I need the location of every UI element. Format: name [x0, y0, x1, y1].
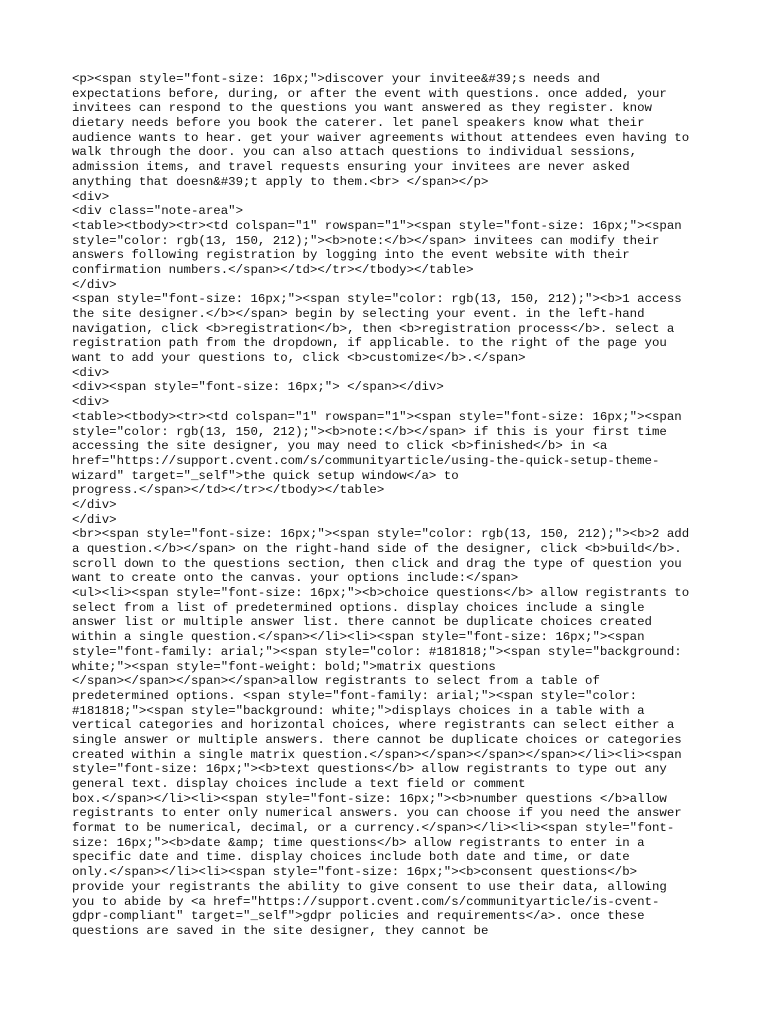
text-line: <p><span style="font-size: 16px;">discover your invitee&#39;s needs and: [72, 72, 600, 86]
text-line: <table><tbody><tr><td colspan="1" rowspan="1"><span style="font-size: 16px;"><span: [72, 218, 682, 233]
text-line: style="color: rgb(13, 150, 212);"><b>note:</b></span> invitees can modify their: [72, 233, 660, 248]
text-line: answers following registration by logging into the event website with their: [72, 248, 630, 263]
text-line: progress.</span></td></tr></tbody></table>: [72, 483, 385, 498]
text-line: white;"><span style="font-weight: bold;">matrix questions: [72, 659, 496, 674]
text-line: select from a list of predetermined options. display choices include a single: [72, 600, 645, 615]
text-line: predetermined options. <span style="font-family: arial;"><span style="color:: [72, 688, 638, 703]
text-line: <br><span style="font-size: 16px;"><span style="color: rgb(13, 150, 212);"><b>2 add: [72, 527, 690, 542]
text-line: confirmation numbers.</span></td></tr></tbody></table>: [72, 262, 474, 277]
text-line: questions are saved in the site designer, they cannot be: [72, 923, 489, 938]
text-line: registrants to enter only numerical answers. you can choose if you need the answer: [72, 806, 682, 821]
text-line: specific date and time. display choices include both date and time, or date: [72, 850, 630, 865]
text-line: a question.</b></span> on the right-hand side of the designer, click <b>build</b>.: [72, 542, 682, 556]
text-line: created within a single matrix question.</span></span></span></span></li><li><span: [72, 747, 682, 762]
text-line: </div>: [72, 277, 117, 292]
text-line: single answer or multiple answers. there cannot be duplicate choices or categories: [72, 732, 682, 747]
text-line: the site designer.</b></span> begin by selecting your event. in the left-hand: [72, 307, 645, 321]
text-line: within a single question.</span></li><li><span style="font-size: 16px;"><span: [72, 630, 645, 645]
text-line: #181818;"><span style="background: white;">displays choices in a table with a: [72, 703, 645, 718]
text-line: <table><tbody><tr><td colspan="1" rowspan="1"><span style="font-size: 16px;"><span: [72, 409, 682, 424]
text-line: expectations before, during, or after the event with questions. once added, your: [72, 86, 667, 101]
text-line: box.</span></li><li><span style="font-size: 16px;"><b>number questions </b>allow: [72, 791, 667, 806]
text-line: anything that doesn&#39;t apply to them.<br> </span></p>: [72, 174, 489, 189]
text-line: scroll down to the questions section, then click and drag the type of question you: [72, 556, 682, 571]
text-line: </div>: [72, 497, 117, 512]
text-line: accessing the site designer, you may need to click <b>finished</b> in <a: [72, 439, 608, 454]
text-line: registration path from the dropdown, if applicable. to the right of the page you: [72, 336, 667, 351]
text-line: style="color: rgb(13, 150, 212);"><b>note:</b></span> if this is your first time: [72, 424, 667, 439]
text-line: want to create onto the canvas. your options include:</span>: [72, 571, 519, 586]
text-line: gdpr-compliant" target="_self">gdpr policies and requirements</a>. once these: [72, 909, 645, 924]
text-line: only.</span></li><li><span style="font-size: 16px;"><b>consent questions</b>: [72, 865, 638, 880]
text-line: <div><span style="font-size: 16px;"> </span></div>: [72, 380, 444, 395]
text-line: <ul><li><span style="font-size: 16px;"><b>choice questions</b> allow registrants to: [72, 586, 690, 601]
text-line: <div class="note-area">: [72, 204, 244, 219]
text-line: wizard" target="_self">the quick setup window</a> to: [72, 468, 459, 483]
text-line: audience wants to hear. get your waiver agreements without attendees even having to: [72, 130, 690, 145]
text-line: answer list or multiple answer list. there cannot be duplicate choices created: [72, 615, 652, 630]
text-line: <span style="font-size: 16px;"><span style="color: rgb(13, 150, 212);"><b>1 access: [72, 292, 682, 307]
text-line: invitees can respond to the questions you want answered as they register. know: [72, 101, 652, 116]
text-line: vertical categories and horizontal choices, where registrants can select either a: [72, 718, 675, 733]
text-line: </span></span></span></span>allow registrants to select from a table of: [72, 674, 600, 689]
text-line: style="font-family: arial;"><span style="color: #181818;"><span style="background:: [72, 644, 682, 659]
text-line: general text. display choices include a text field or comment: [72, 777, 526, 791]
text-line: admission items, and travel requests ensuring your invitees are never asked: [72, 160, 630, 175]
document-text-block: [72, 72, 712, 939]
text-line: want to add your questions to, click <b>customize</b>.</span>: [72, 351, 526, 366]
text-line: <div>: [72, 395, 110, 410]
text-line: href="https://support.cvent.com/s/communityarticle/using-the-quick-setup-theme-: [72, 453, 660, 468]
text-line: dietary needs before you book the caterer. let panel speakers know what their: [72, 116, 645, 131]
text-line: <div>: [72, 189, 110, 204]
text-line: </div>: [72, 512, 117, 527]
text-line: style="font-size: 16px;"><b>text questions</b> allow registrants to type out any: [72, 762, 667, 777]
text-line: navigation, click <b>registration</b>, then <b>registration process</b>. select a: [72, 321, 675, 336]
text-line: provide your registrants the ability to give consent to use their data, allowing: [72, 879, 667, 894]
text-line: walk through the door. you can also attach questions to individual sessions,: [72, 145, 638, 160]
text-line: <div>: [72, 365, 110, 380]
text-line: you to abide by <a href="https://support.cvent.com/s/communityarticle/is-cvent-: [72, 894, 660, 909]
text-line: size: 16px;"><b>date &amp; time questions</b> allow registrants to enter in a: [72, 835, 645, 850]
text-line: format to be numerical, decimal, or a currency.</span></li><li><span style="font-: [72, 821, 675, 836]
